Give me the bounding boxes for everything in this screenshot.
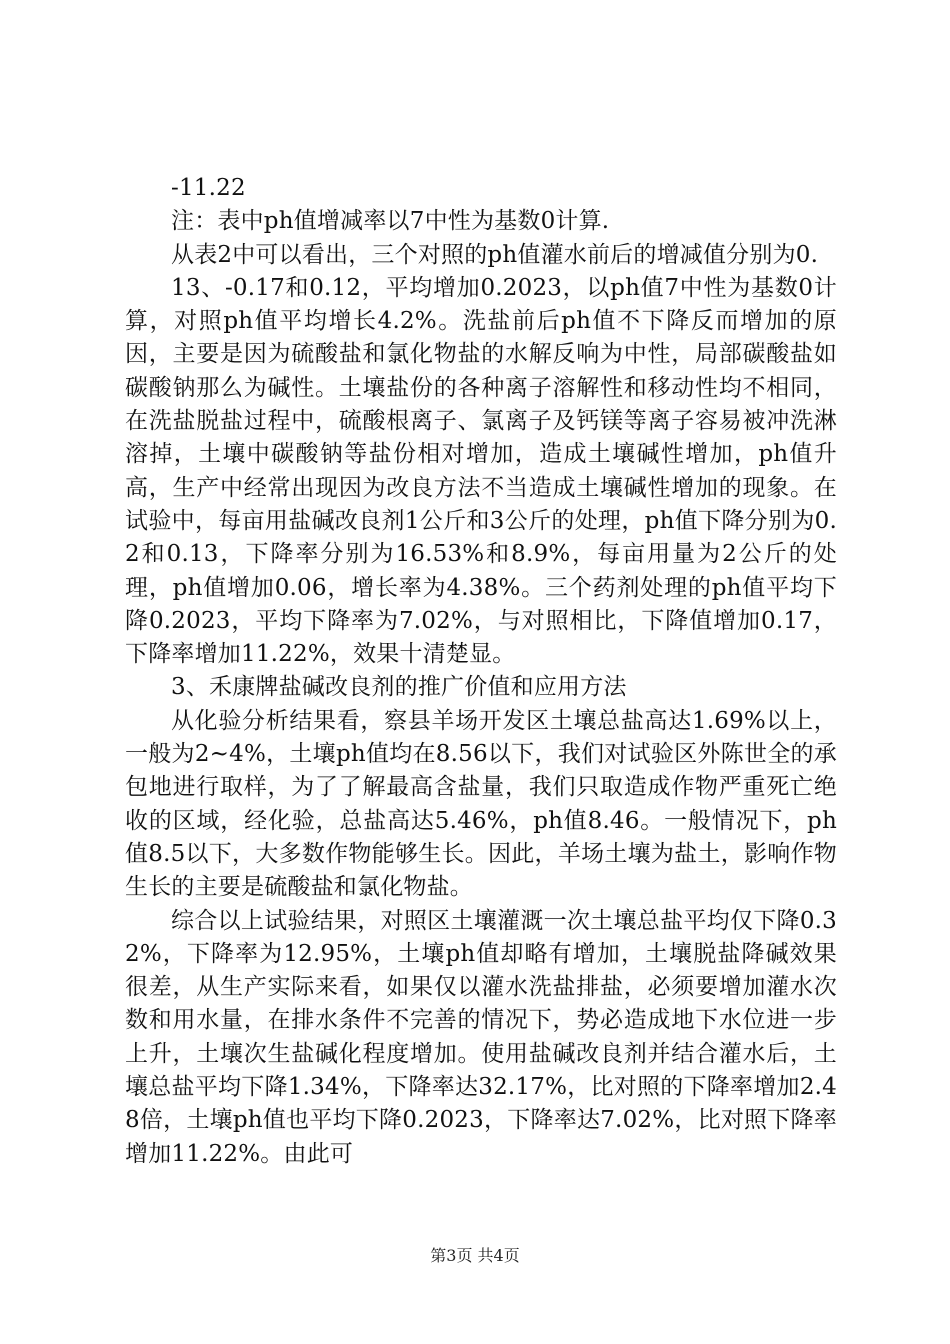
section-heading: 3、禾康牌盐碱改良剂的推广价值和应用方法 bbox=[171, 674, 627, 701]
paragraph-table2-intro: 从表2中可以看出，三个对照的ph值灌水前后的增减值分别为0. bbox=[171, 241, 819, 268]
paragraph-conclusion: 综合以上试验结果，对照区土壤灌溉一次土壤总盐平均仅下降0.32%，下降率为12.95%，土壤ph值却略有增加，土壤脱盐降碱效果很差，从生产实际来看，如果仅以灌水洗盐排盐，必须要增加灌水次数和用水量，在排水条件不完善的情况下，势必造成地下水位进一步上升，土壤次生盐碱化程度增加。使用盐碱改良剂并结合灌水后，土壤总盐平均下降1.34%，下降率达32.17%，比对照的下降率增加2.48倍，土壤ph值也平均下降0.2023，下降率达7.02%，比对照下降率增加11.22%。由此可 bbox=[125, 907, 837, 1167]
paragraph-lab-results: 从化验分析结果看，察县羊场开发区土壤总盐高达1.69%以上，一般为2~4%，土壤ph值均在8.56以下，我们对试验区外陈世全的承包地进行取样，为了了解最高含盐量，我们只取造成作物严重死亡绝收的区域，经化验，总盐高达5.46%，ph值8.46。一般情况下，ph值8.5以下，大多数作物能够生长。因此，羊场土壤为盐土，影响作物生长的主要是硫酸盐和氯化物盐。 bbox=[125, 707, 837, 901]
document-body bbox=[125, 172, 837, 1171]
paragraph-value-line: -11.22 bbox=[171, 175, 246, 201]
paragraph-ph-analysis: 13、-0.17和0.12，平均增加0.2023，以ph值7中性为基数0计算，对照ph值平均增长4.2%。洗盐前后ph值不下降反而增加的原因，主要是因为硫酸盐和氯化物盐的水解反响为中性，局部碳酸盐如碳酸钠那么为碱性。土壤盐份的各种离子溶解性和移动性均不相同，在洗盐脱盐过程中，硫酸根离子、氯离子及钙镁等离子容易被冲洗淋溶掉，土壤中碳酸钠等盐份相对增加，造成土壤碱性增加，ph值升高，生产中经常出现因为改良方法不当造成土壤碱性增加的现象。在试验中，每亩用盐碱改良剂1公斤和3公斤的处理，ph值下降分别为0.2和0.13，下降率分别为16.53%和8.9%，每亩用量为2公斤的处理，ph值增加0.06，增长率为4.38%。三个药剂处理的ph值平均下降0.2023，平均下降率为7.02%，与对照相比，下降值增加0.17，下降率增加11.22%，效果十清楚显。 bbox=[125, 274, 837, 668]
paragraph-table-note: 注：表中ph值增减率以7中性为基数0计算. bbox=[171, 208, 610, 235]
page-footer: 第3页 共4页 bbox=[430, 1246, 520, 1265]
